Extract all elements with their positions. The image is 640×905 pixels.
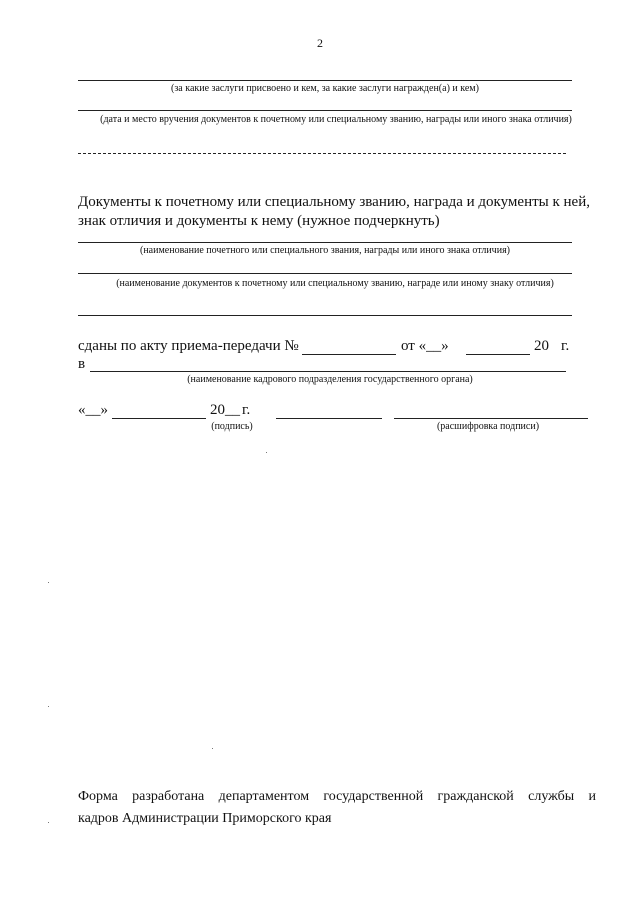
hr-unit-line [90, 371, 566, 372]
page-number: 2 [317, 36, 323, 50]
scan-speck [48, 582, 49, 583]
scan-speck [48, 822, 49, 823]
act-number-line [302, 354, 396, 355]
date-place-line [78, 110, 572, 111]
scan-speck [212, 748, 213, 749]
scan-speck [48, 706, 49, 707]
date-place-fill-line [78, 153, 566, 154]
date-place-caption: (дата и место вручения документов к почетному или специальному званию, награды или иного знака отличия) [100, 114, 572, 125]
footer-line-2: кадров Администрации Приморского края [78, 811, 332, 826]
signature-line [276, 418, 382, 419]
documents-name-line [78, 273, 572, 274]
decoding-line [394, 418, 588, 419]
signature-caption: (подпись) [211, 421, 253, 432]
footer-note [78, 786, 596, 830]
decoding-caption: (расшифровка подписи) [436, 421, 540, 432]
hr-unit-caption: (наименование кадрового подразделения государственного органа) [187, 374, 473, 385]
documents-heading: Документы к почетному или специальному званию, награда и документы к ней, знак отличия и документы к нему (нужное подчеркнуть) [78, 194, 590, 229]
scan-speck [266, 452, 267, 453]
documents-name-caption: (наименование документов к почетному или специальному званию, награде или иному знаку отличия) [116, 278, 554, 289]
title-name-line [78, 242, 572, 243]
act-prefix: сданы по акту приема-передачи № [78, 338, 299, 354]
merits-line [78, 80, 572, 81]
signature-month-line [112, 418, 206, 419]
documents-fill-line [78, 315, 572, 316]
act-year: 20 [534, 338, 549, 354]
signature-year: 20__ [210, 402, 240, 418]
signature-year-suffix: г. [242, 402, 251, 418]
footer-line-1: Форма разработана департаментом государственной гражданской службы и [78, 789, 596, 804]
in-label: в [78, 356, 86, 372]
title-name-caption: (наименование почетного или специального звания, награды или иного знака отличия) [140, 245, 510, 256]
act-from: от «__» [401, 338, 449, 354]
signature-date-open: «__» [78, 402, 108, 418]
act-month-line [466, 354, 530, 355]
merits-caption: (за какие заслуги присвоено и кем, за какие заслуги награжден(а) и кем) [171, 83, 479, 94]
act-year-suffix: г. [561, 338, 570, 354]
